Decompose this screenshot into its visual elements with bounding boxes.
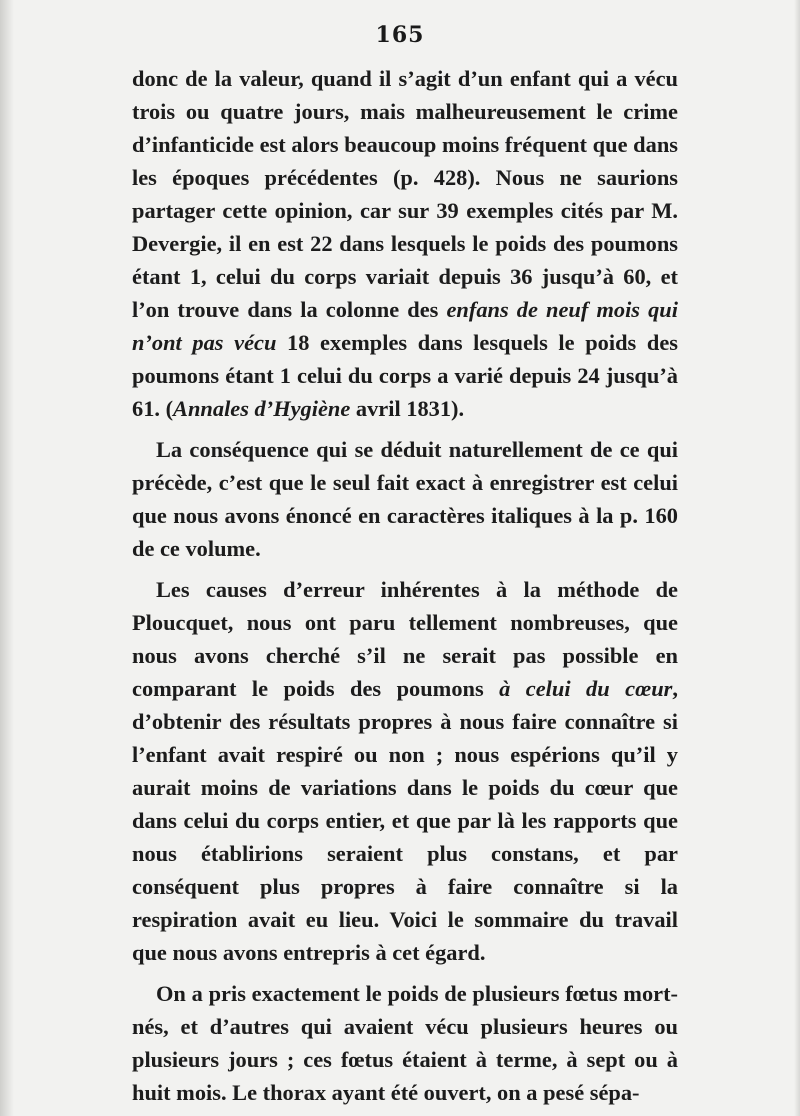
paragraph-1-italic-b: Annales d’Hygiène [173,396,351,421]
paragraph-1-italic-a: enfans de neuf mois qui n’ont pas vécu [132,297,678,355]
paragraph-1 [132,62,678,425]
paragraph-1-text-b: 18 exemples dans lesquels le poids des poumons étant 1 celui du corps a varié depuis 24 jusqu’à 61. ( [132,330,678,421]
paragraph-3-italic: à celui du cœur [499,676,673,701]
page-number: 165 [375,22,425,48]
paragraph-3 [132,573,678,969]
paragraph-1-text-c: avril 1831). [350,396,465,421]
paragraph-3-text-a: Les causes d’erreur inhérentes à la méthode de Ploucquet, nous ont paru tellement nombreuses, que nous avons cherché s’il ne serait pas possible en comparant le poids des poumons [132,577,678,701]
paragraph-1-text-a: donc de la valeur, quand il s’agit d’un enfant qui a vécu trois ou quatre jours, mais malheureusement le crime d’infanticide est alors beaucoup moins fréquent que dans les époques précédentes (p. 428). Nous ne saurions partager cette opinion, car sur 39 exemples cités par M. Devergie, il en est 22 dans lesquels le poids des poumons étant 1, celui du corps variait depuis 36 jusqu’à 60, et l’on trouve dans la colonne des [132,66,678,322]
page-body [132,62,678,1116]
paragraph-4: On a pris exactement le poids de plusieurs fœtus mort-nés, et d’autres qui avaient vécu plusieurs heures ou plusieurs jours ; ces fœtus étaient à terme, à sept ou à huit mois. Le thorax ayant été ouvert, on a pesé sépa- [132,981,678,1105]
page-gutter-shadow [0,0,14,1116]
page-edge-shadow [794,0,800,1116]
paragraph-3-text-b: , d’obtenir des résultats propres à nous faire connaître si l’enfant avait respiré ou non ; nous espérions qu’il y aurait moins de variations dans le poids du cœur que dans celui du corps entier, et que par là les rapports que nous établirions seraient plus constans, et par conséquent plus propres à faire connaître si la respiration avait eu lieu. Voici le sommaire du travail que nous avons entrepris à cet égard. [132,676,679,965]
paragraph-2: La conséquence qui se déduit naturellement de ce qui précède, c’est que le seul fait exact à enregistrer est celui que nous avons énoncé en caractères italiques à la p. 160 de ce volume. [132,437,678,561]
